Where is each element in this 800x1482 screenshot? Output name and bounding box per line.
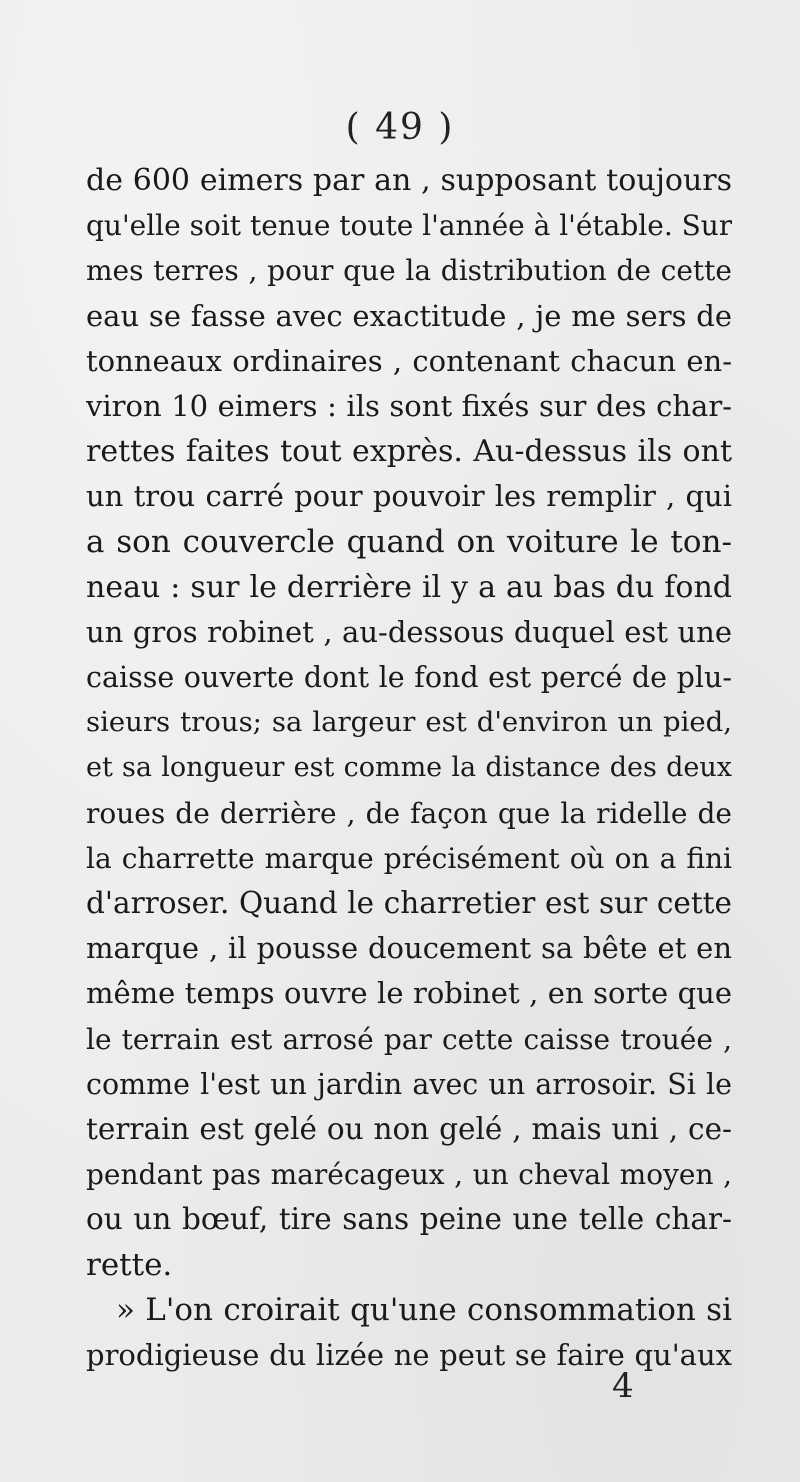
text-line-9: a son couvercle quand on voiture le ton- bbox=[86, 523, 732, 560]
text-line-6: viron 10 eimers : ils sont fixés sur des char- bbox=[86, 388, 732, 423]
signature-mark: 4 bbox=[612, 1366, 634, 1406]
text-line-4: eau se fasse avec exactitude , je me sers de bbox=[86, 298, 732, 333]
text-line-21: comme l'est un jardin avec un arrosoir. Si le bbox=[86, 1067, 732, 1101]
text-line-15: roues de derrière , de façon que la ridelle de bbox=[86, 796, 732, 830]
text-line-8: un trou carré pour pouvoir les remplir , qui bbox=[86, 479, 732, 514]
text-line-1: de 600 eimers par an , supposant toujours bbox=[86, 163, 732, 198]
text-line-22: terrain est gelé ou non gelé , mais uni , ce- bbox=[86, 1111, 732, 1146]
body-text bbox=[86, 158, 732, 1378]
text-line-25: rette. bbox=[86, 1246, 173, 1283]
text-line-2: qu'elle soit tenue toute l'année à l'étable. Sur bbox=[86, 209, 732, 243]
text-line-27: prodigieuse du lizée ne peut se faire qu'aux bbox=[86, 1337, 732, 1372]
text-line-11: un gros robinet , au-dessous duquel est une bbox=[86, 614, 732, 649]
text-line-23: pendant pas marécageux , un cheval moyen , bbox=[86, 1158, 732, 1192]
text-line-19: même temps ouvre le robinet , en sorte que bbox=[86, 976, 732, 1011]
text-line-3: mes terres , pour que la distribution de cette bbox=[86, 254, 732, 288]
text-line-16: la charrette marque précisément où on a fini bbox=[86, 841, 732, 875]
text-line-10: neau : sur le derrière il y a au bas du fond bbox=[86, 569, 732, 605]
text-line-17: d'arroser. Quand le charretier est sur cette bbox=[86, 886, 732, 920]
text-line-12: caisse ouverte dont le fond est percé de plu- bbox=[86, 661, 732, 695]
text-line-5: tonneaux ordinaires , contenant chacun en- bbox=[86, 343, 732, 378]
text-line-20: le terrain est arrosé par cette caisse trouée , bbox=[86, 1022, 732, 1056]
text-line-14: et sa longueur est comme la distance des deux bbox=[86, 752, 732, 784]
text-line-18: marque , il pousse doucement sa bête et en bbox=[86, 931, 732, 966]
text-line-13: sieurs trous; sa largeur est d'environ un pied, bbox=[86, 706, 732, 739]
text-line-26: » L'on croirait qu'une consommation si bbox=[116, 1291, 732, 1328]
text-line-24: ou un bœuf, tire sans peine une telle char- bbox=[86, 1202, 732, 1237]
page-number: ( 49 ) bbox=[345, 107, 455, 148]
text-line-7: rettes faites tout exprès. Au-dessus ils ont bbox=[86, 434, 732, 470]
